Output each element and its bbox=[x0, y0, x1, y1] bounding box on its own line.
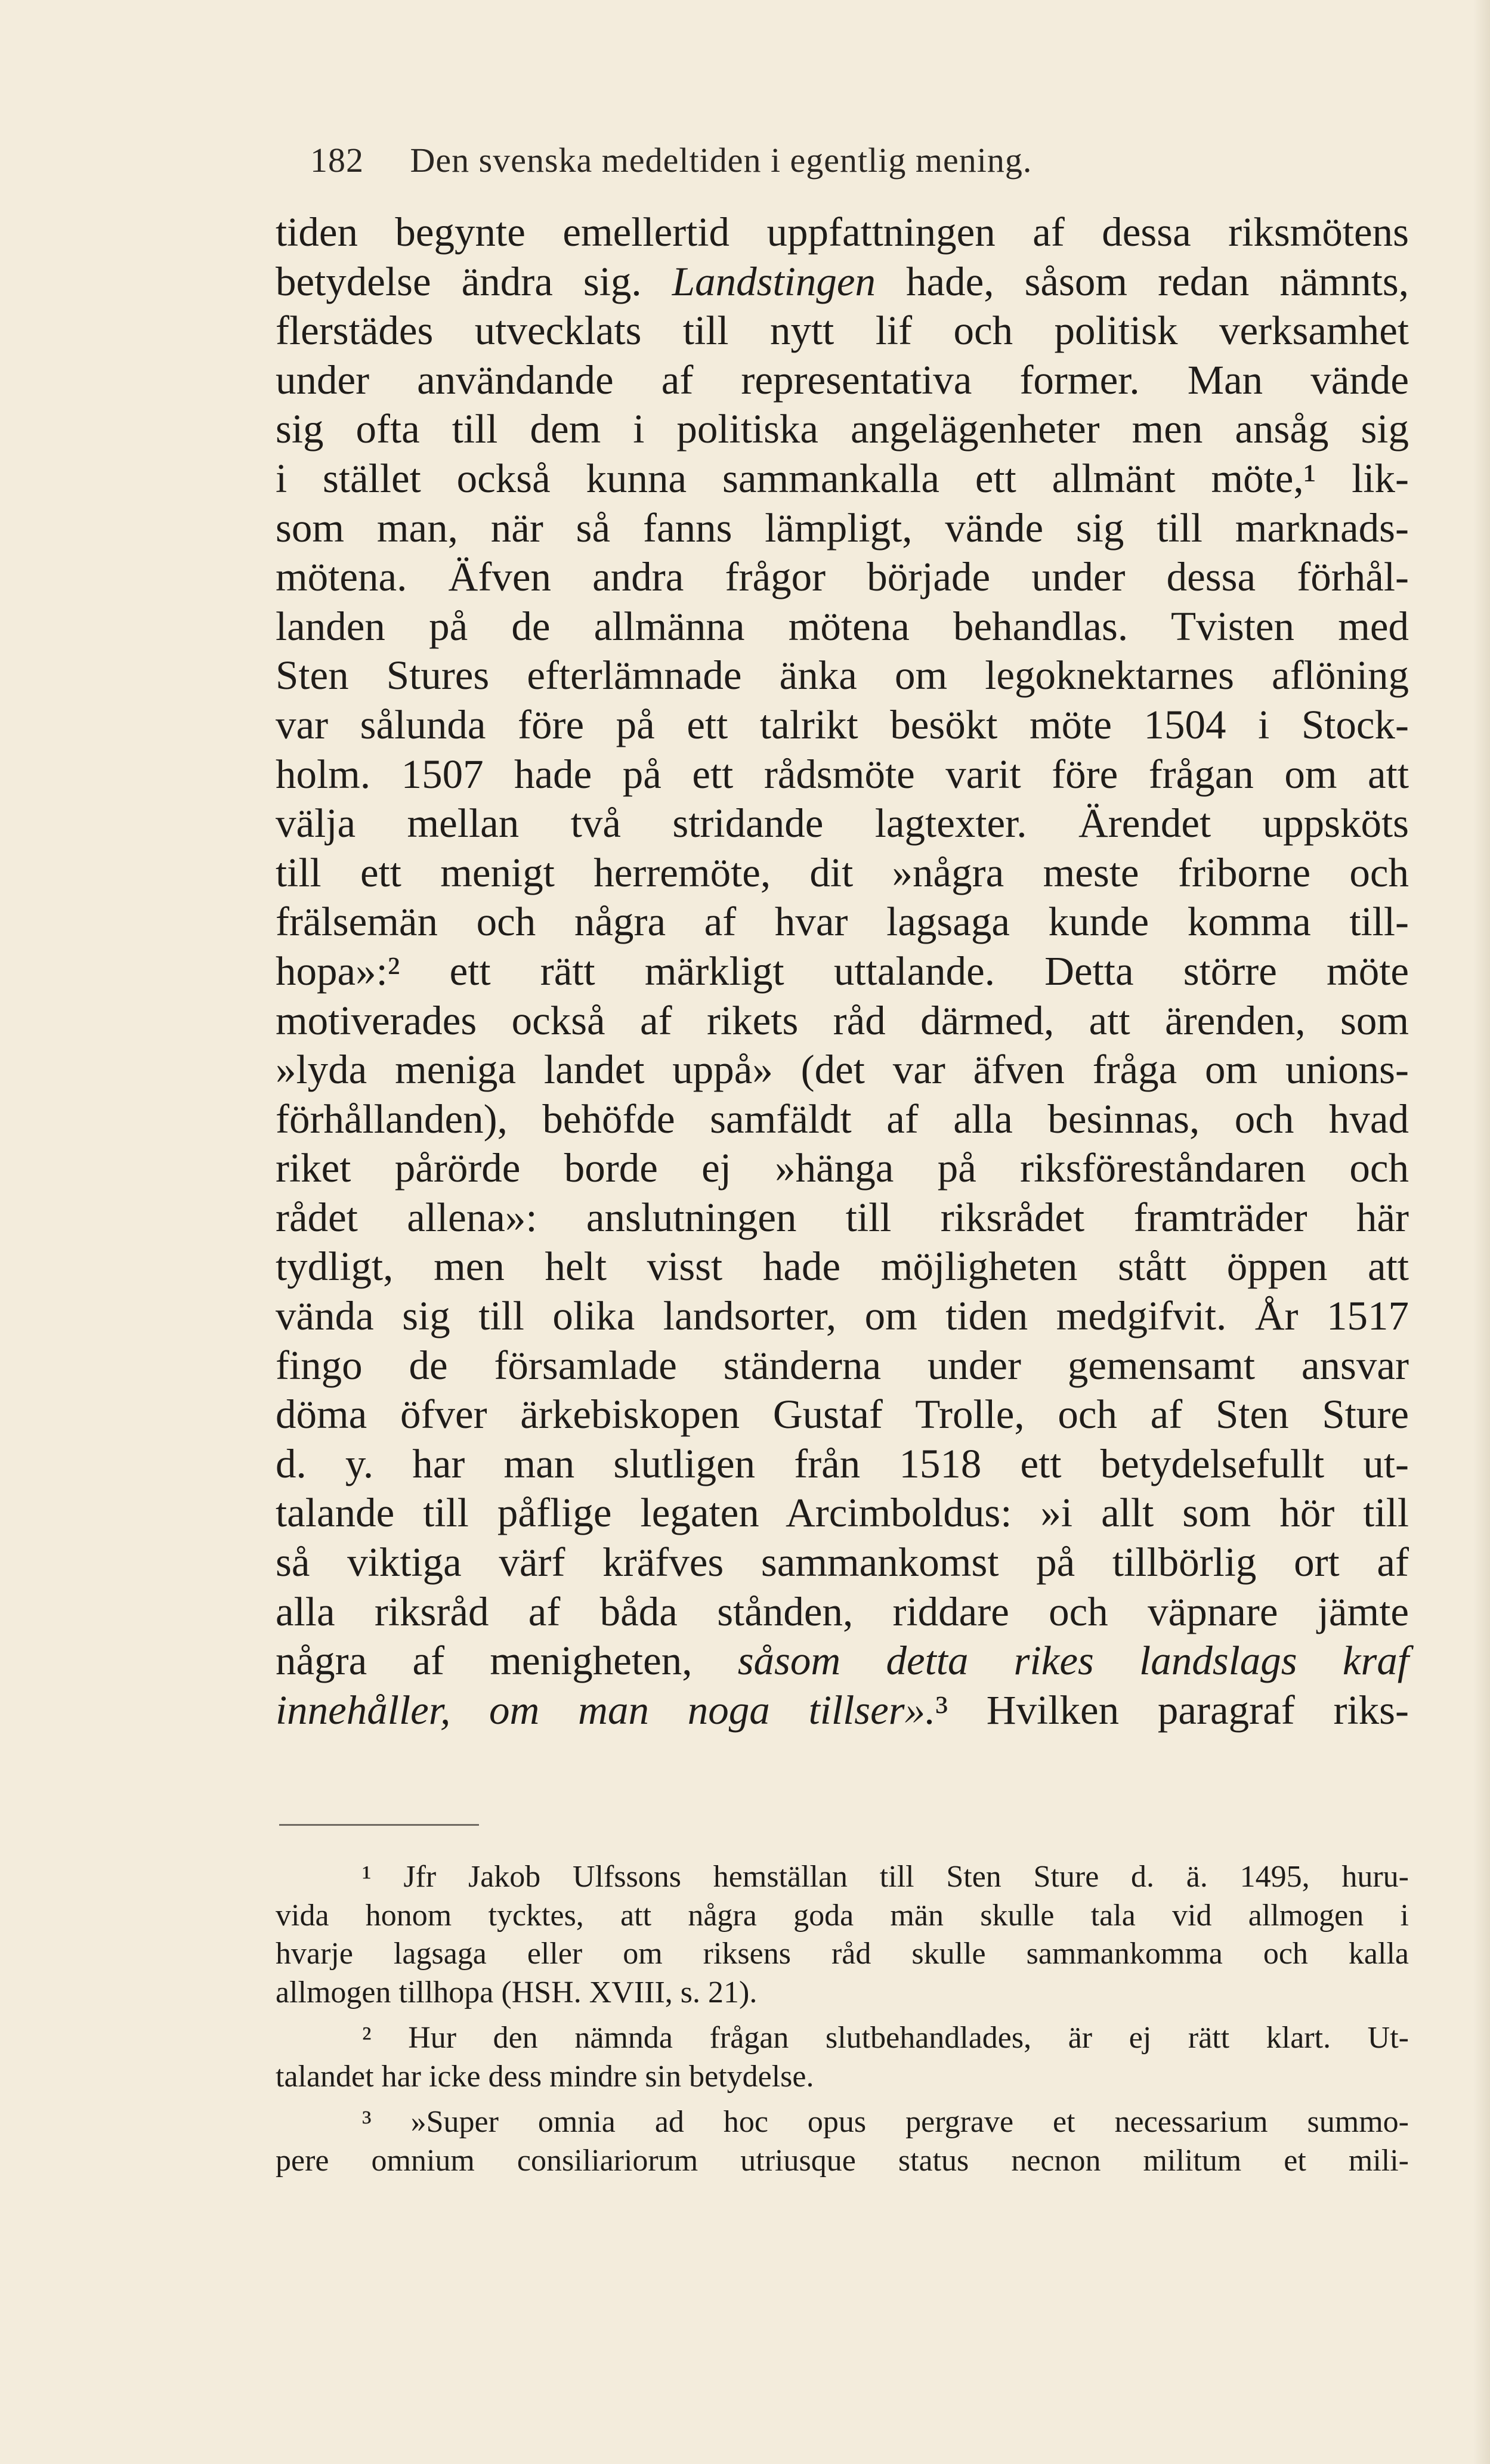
footnote-1 bbox=[276, 1858, 1409, 2012]
running-title: Den svenska medeltiden i egentlig mening. bbox=[410, 141, 1033, 180]
text-line: som man, när så fanns lämpligt, vände sig till marknads- bbox=[276, 505, 1409, 551]
text-line: sig ofta till dem i politiska angelägenheter men ansåg sig bbox=[276, 406, 1409, 452]
text-line: mötena. Äfven andra frågor började under dessa förhål- bbox=[276, 554, 1409, 600]
text-line: riket pårörde borde ej »hänga på riksföreståndaren och bbox=[276, 1145, 1409, 1191]
footnote-line: hvarje lagsaga eller om riksens råd skulle sammankomma och kalla bbox=[276, 1937, 1409, 1971]
text-line: så viktiga värf kräfves sammankomst på tillbörlig ort af bbox=[276, 1539, 1409, 1585]
footnote-line: ¹ Jfr Jakob Ulfssons hemställan till Sten Sture d. ä. 1495, huru- bbox=[362, 1860, 1409, 1894]
main-text bbox=[276, 208, 1409, 1735]
text-line: under användande af representativa former. Man vände bbox=[276, 357, 1409, 403]
text-line: tiden begynte emellertid uppfattningen af dessa riksmötens bbox=[276, 209, 1409, 255]
footnotes bbox=[276, 1858, 1409, 2180]
text-line: »lyda meniga landet uppå» (det var äfven fråga om unions- bbox=[276, 1047, 1409, 1093]
text-line: Sten Stures efterlämnade änka om legoknektarnes aflöning bbox=[276, 653, 1409, 698]
text-line: vända sig till olika landsorter, om tiden medgifvit. År 1517 bbox=[276, 1293, 1409, 1339]
footnote-3 bbox=[276, 2103, 1409, 2180]
text-line: några af menigheten, såsom detta rikes landslags kraf bbox=[276, 1638, 1409, 1684]
text-line: betydelse ändra sig. Landstingen hade, såsom redan nämnts, bbox=[276, 258, 1409, 304]
text-line: holm. 1507 hade på ett rådsmöte varit före frågan om att bbox=[276, 751, 1409, 797]
footnote-line: vida honom tycktes, att några goda män skulle tala vid allmogen i bbox=[276, 1898, 1409, 1933]
footnote-divider bbox=[279, 1824, 479, 1826]
text-line: till ett menigt herremöte, dit »några meste friborne och bbox=[276, 849, 1409, 895]
text-line: d. y. har man slutligen från 1518 ett betydelsefullt ut- bbox=[276, 1440, 1409, 1486]
footnote-line: ² Hur den nämnda frågan slutbehandlades, är ej rätt klart. Ut- bbox=[362, 2021, 1409, 2055]
text-line: rådet allena»: anslutningen till riksrådet framträder här bbox=[276, 1194, 1409, 1240]
page-number: 182 bbox=[310, 141, 364, 180]
text-line: hopa»:² ett rätt märkligt uttalande. Detta större möte bbox=[276, 948, 1409, 994]
text-line: tydligt, men helt visst hade möjligheten stått öppen att bbox=[276, 1244, 1409, 1290]
text-line: i stället också kunna sammankalla ett allmänt möte,¹ lik- bbox=[276, 455, 1409, 501]
text-line: förhållanden), behöfde samfäldt af alla besinnas, och hvad bbox=[276, 1096, 1409, 1142]
text-line: alla riksråd af båda stånden, riddare och väpnare jämte bbox=[276, 1588, 1409, 1634]
footnote-line: ³ »Super omnia ad hoc opus pergrave et necessarium summo- bbox=[362, 2105, 1409, 2139]
page-edge-shadow bbox=[1473, 0, 1490, 2464]
text-line: flerstädes utvecklats till nytt lif och politisk verksamhet bbox=[276, 308, 1409, 354]
text-line: motiverades också af rikets råd därmed, att ärenden, som bbox=[276, 997, 1409, 1043]
text-line: innehåller, om man noga tillser».³ Hvilken paragraf riks- bbox=[276, 1687, 1409, 1733]
text-line: döma öfver ärkebiskopen Gustaf Trolle, och af Sten Sture bbox=[276, 1392, 1409, 1437]
text-line: landen på de allmänna mötena behandlas. Tvisten med bbox=[276, 603, 1409, 649]
footnote-line: talandet har icke dess mindre sin betydelse. bbox=[276, 2059, 814, 2094]
text-line: var sålunda före på ett talrikt besökt möte 1504 i Stock- bbox=[276, 701, 1409, 747]
text-line: talande till påflige legaten Arcimboldus: »i allt som hör till bbox=[276, 1490, 1409, 1536]
footnote-2 bbox=[276, 2019, 1409, 2096]
text-line: frälsemän och några af hvar lagsaga kunde komma till- bbox=[276, 899, 1409, 945]
footnote-line: allmogen tillhopa (HSH. XVIII, s. 21). bbox=[276, 1975, 758, 2009]
text-line: välja mellan två stridande lagtexter. Ärendet uppsköts bbox=[276, 800, 1409, 846]
text-line: fingo de församlade ständerna under gemensamt ansvar bbox=[276, 1342, 1409, 1388]
footnote-line: pere omnium consiliariorum utriusque status necnon militum et mili- bbox=[276, 2143, 1409, 2178]
running-header bbox=[310, 140, 1032, 180]
